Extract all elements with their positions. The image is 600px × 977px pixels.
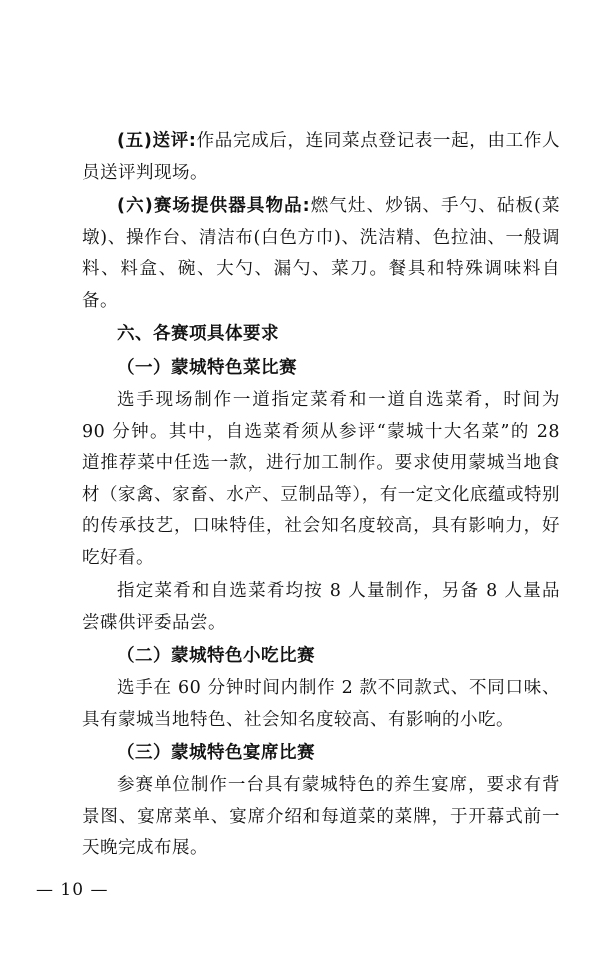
label-submission: (五)送评: bbox=[117, 131, 197, 151]
text-submission: 作品完成后，连同菜点登记表一起，由工作人员送评判现场。 bbox=[82, 131, 561, 183]
label-equipment: (六)赛场提供器具物品: bbox=[117, 196, 311, 216]
subsection-heading-banquet: （三）蒙城特色宴席比赛 bbox=[117, 743, 315, 763]
paragraph-dishes-2: 指定菜肴和自选菜肴均按 8 人量制作，另备 8 人量品尝碟供评委品尝。 bbox=[82, 581, 560, 633]
page-number: — 10 — bbox=[36, 880, 109, 900]
text-equipment: 燃气灶、炒锅、手勺、砧板(菜墩)、操作台、清洁布(白色方巾)、洗洁精、色拉油、一般调料、料盒、碗、大勺、漏勺、菜刀。餐具和特殊调味料自备。 bbox=[82, 196, 560, 311]
paragraph-submission bbox=[82, 126, 560, 189]
subsection-heading-snacks: （二）蒙城特色小吃比赛 bbox=[117, 646, 315, 666]
paragraph-snacks: 选手在 60 分钟时间内制作 2 款不同款式、不同口味、具有蒙城当地特色、社会知名度较高、有影响的小吃。 bbox=[82, 678, 560, 730]
paragraph-dishes-1: 选手现场制作一道指定菜肴和一道自选菜肴，时间为 90 分钟。其中，自选菜肴须从参评“蒙城十大名菜”的 28 道推荐菜中任选一款，进行加工制作。要求使用蒙城当地食材（家禽、家畜、水产、豆制品等），有一定文化底蕴或特别的传承技艺，口味特佳，社会知名度较高，具有影响力，好吃好看。 bbox=[82, 390, 560, 568]
document-page bbox=[82, 126, 560, 865]
paragraph-equipment bbox=[82, 191, 560, 317]
section-heading-requirements: 六、各赛项具体要求 bbox=[117, 324, 279, 344]
paragraph-banquet: 参赛单位制作一台具有蒙城特色的养生宴席，要求有背景图、宴席菜单、宴席介绍和每道菜的菜牌，于开幕式前一天晚完成布展。 bbox=[82, 775, 560, 858]
subsection-heading-dishes: （一）蒙城特色菜比赛 bbox=[117, 358, 297, 378]
